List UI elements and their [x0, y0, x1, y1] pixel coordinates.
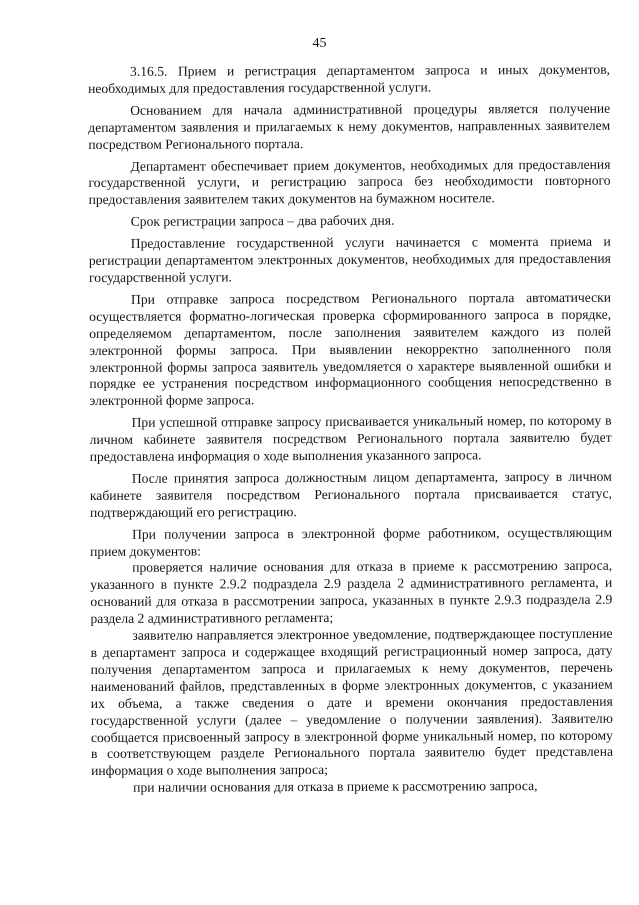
- paragraph-registration-period: Срок регистрации запроса – два рабочих дня.: [130, 212, 395, 230]
- paragraph-service-start: Предоставление государственной услуги начинается с момента приема и регистрации департаментом электронных документов, необходимых для предоставления государственной услуги.: [88, 233, 611, 285]
- paragraph-basis: Основанием для начала административной процедуры является получение департаментом заявления и прилагаемых к нему документов, направленных заявителем посредством Регионального портала.: [88, 100, 611, 152]
- paragraph-check-grounds: проверяется наличие основания для отказа в приеме к рассмотрению запроса, указанного в пункте 2.9.2 подраздела 2.9 раздела 2 административного регламента, и оснований для отказа в рассмотрении запроса, указанных в пункте 2.9.3 подраздела 2.9 раздела 2 административного регламента;: [90, 558, 613, 627]
- paragraph-status-assignment: После принятия запроса должностным лицом департамента, запросу в личном кабинете заявителя посредством Регионального портала присваивается статус, подтверждающий его регистрацию.: [89, 468, 612, 520]
- paragraph-3-16-5-heading: 3.16.5. Прием и регистрация департаментом запроса и иных документов, необходимых для предоставления государственной услуги.: [88, 61, 611, 96]
- paragraph-on-receipt: При получении запроса в электронной форме работником, осуществляющим прием документов:: [90, 524, 613, 559]
- paragraph-electronic-notice: заявителю направляется электронное уведомление, подтверждающее поступление в департамент запроса и содержащее входящий регистрационный номер запроса, дату получения департаментом запроса и прилагаемых к нему документов, перечень наименований файлов, представленных в форме электронных документов, с указанием их объема, а также сведения о дате и времени окончания предоставления государственной услуги (далее – уведомление о получении заявления). Заявителю сообщается присвоенный запросу в электронной форме уникальный номер, по которому в соответствующем разделе Регионального портала заявителю будет представлена информация о ходе выполнения запроса;: [90, 625, 614, 779]
- paragraph-refusal-grounds: при наличии основания для отказа в приеме к рассмотрению запроса,: [133, 778, 538, 796]
- paragraph-unique-number: При успешной отправке запросу присваивается уникальный номер, по которому в личном кабинете заявителя посредством Регионального портала заявителю будет предоставлена информация о ходе выполнения указанного запроса.: [89, 412, 612, 465]
- page-number: 45: [312, 36, 327, 51]
- document-body: [88, 62, 613, 797]
- paragraph-department-acceptance: Департамент обеспечивает прием документов, необходимых для предоставления государственной услуги, и регистрацию запроса без необходимости повторного предоставления заявителем таких документов на бумажном носителе.: [88, 156, 611, 208]
- paragraph-format-check: При отправке запроса посредством Регионального портала автоматически осуществляется форматно-логическая проверка сформированного запроса в порядке, определяемом департаментом, после заполнения заявителем каждого из полей электронной формы запроса. При выявлении некорректно заполненного поля электронной формы запроса заявитель уведомляется о характере выявленной ошибки и порядке ее устранения посредством информационного сообщения непосредственно в электронной форме запроса.: [89, 289, 612, 409]
